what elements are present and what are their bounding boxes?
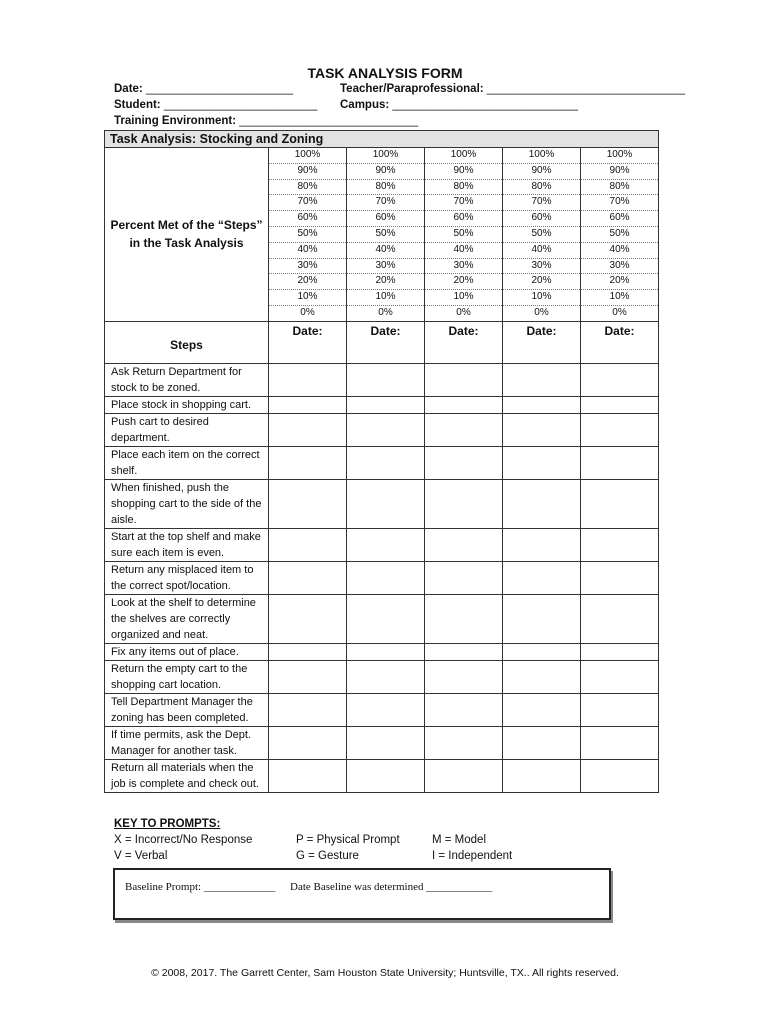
step-text: Return the empty cart to the shopping cart location.	[105, 660, 269, 693]
teacher-line: _______________________________	[486, 83, 686, 95]
percent-level[interactable]: 90%	[581, 164, 658, 180]
step-score-cell[interactable]	[503, 363, 581, 396]
date-column-heading-5[interactable]: Date:	[581, 321, 659, 363]
step-score-cell[interactable]	[425, 396, 503, 413]
percent-level[interactable]: 40%	[425, 243, 502, 259]
step-score-cell[interactable]	[425, 479, 503, 528]
step-text: Push cart to desired department.	[105, 413, 269, 446]
step-row	[105, 561, 659, 594]
key-incorrect: X = Incorrect/No Response	[114, 834, 253, 846]
step-score-cell[interactable]	[347, 660, 425, 693]
step-score-cell[interactable]	[269, 660, 347, 693]
step-score-cell[interactable]	[425, 528, 503, 561]
step-text: If time permits, ask the Dept. Manager for another task.	[105, 726, 269, 759]
campus-field[interactable]	[340, 99, 578, 111]
student-label: Student:	[114, 99, 161, 111]
step-score-cell[interactable]	[503, 413, 581, 446]
task-analysis-table	[104, 130, 659, 793]
step-row	[105, 528, 659, 561]
step-row	[105, 479, 659, 528]
percent-level[interactable]: 50%	[425, 227, 502, 243]
percent-level[interactable]: 60%	[425, 211, 502, 227]
training-label: Training Environment:	[114, 115, 237, 127]
percent-column-5	[581, 148, 659, 322]
step-row	[105, 726, 659, 759]
percent-level[interactable]: 60%	[581, 211, 658, 227]
baseline-date-field[interactable]: Date Baseline was determined ____________	[290, 881, 493, 893]
step-score-cell[interactable]	[425, 759, 503, 792]
percent-level[interactable]: 90%	[347, 164, 424, 180]
step-score-cell[interactable]	[269, 479, 347, 528]
percent-column-1	[269, 148, 347, 322]
step-score-cell[interactable]	[269, 446, 347, 479]
percent-level[interactable]: 30%	[581, 259, 658, 275]
step-text: Ask Return Department for stock to be zoned.	[105, 363, 269, 396]
step-text: Look at the shelf to determine the shelves are correctly organized and neat.	[105, 594, 269, 643]
percent-level[interactable]: 0%	[456, 306, 471, 318]
percent-level[interactable]: 30%	[347, 259, 424, 275]
step-score-cell[interactable]	[503, 660, 581, 693]
key-model: M = Model	[432, 834, 487, 846]
step-text: Fix any items out of place.	[105, 643, 269, 660]
key-verbal: V = Verbal	[114, 850, 168, 862]
key-physical-prompt: P = Physical Prompt	[296, 834, 400, 846]
step-score-cell[interactable]	[503, 643, 581, 660]
step-score-cell[interactable]	[503, 446, 581, 479]
step-score-cell[interactable]	[347, 479, 425, 528]
step-score-cell[interactable]	[425, 660, 503, 693]
percent-level[interactable]: 40%	[347, 243, 424, 259]
step-row	[105, 660, 659, 693]
step-score-cell[interactable]	[581, 561, 659, 594]
campus-label: Campus:	[340, 99, 390, 111]
percent-level[interactable]: 80%	[503, 180, 580, 196]
percent-level[interactable]: 50%	[347, 227, 424, 243]
training-environment-field[interactable]	[114, 115, 418, 127]
step-score-cell[interactable]	[503, 759, 581, 792]
baseline-prompt-field[interactable]: Baseline Prompt: _____________	[125, 881, 276, 893]
form-title: TASK ANALYSIS FORM	[307, 65, 463, 81]
percent-level[interactable]: 0%	[378, 306, 393, 318]
step-score-cell[interactable]	[347, 759, 425, 792]
percent-level[interactable]: 60%	[347, 211, 424, 227]
step-row	[105, 643, 659, 660]
step-score-cell[interactable]	[503, 693, 581, 726]
step-score-cell[interactable]	[347, 594, 425, 643]
step-score-cell[interactable]	[581, 413, 659, 446]
step-row	[105, 413, 659, 446]
step-score-cell[interactable]	[581, 643, 659, 660]
step-score-cell[interactable]	[425, 561, 503, 594]
step-score-cell[interactable]	[269, 561, 347, 594]
percent-level[interactable]: 70%	[425, 195, 502, 211]
date-column-heading-3[interactable]: Date:	[425, 321, 503, 363]
percent-level[interactable]: 50%	[581, 227, 658, 243]
step-score-cell[interactable]	[269, 396, 347, 413]
step-score-cell[interactable]	[269, 528, 347, 561]
percent-level[interactable]: 70%	[503, 195, 580, 211]
step-score-cell[interactable]	[581, 363, 659, 396]
percent-level[interactable]: 70%	[347, 195, 424, 211]
percent-level[interactable]: 100%	[503, 148, 580, 164]
step-score-cell[interactable]	[503, 396, 581, 413]
step-score-cell[interactable]	[425, 594, 503, 643]
step-text: Place stock in shopping cart.	[105, 396, 269, 413]
step-score-cell[interactable]	[581, 693, 659, 726]
step-score-cell[interactable]	[581, 594, 659, 643]
step-score-cell[interactable]	[503, 594, 581, 643]
step-score-cell[interactable]	[347, 693, 425, 726]
percent-level[interactable]: 60%	[269, 211, 346, 227]
percent-level[interactable]: 20%	[347, 274, 424, 290]
baseline-box	[113, 868, 611, 920]
percent-level[interactable]: 80%	[581, 180, 658, 196]
step-score-cell[interactable]	[581, 660, 659, 693]
percent-level[interactable]: 20%	[503, 274, 580, 290]
student-field[interactable]	[114, 99, 317, 111]
percent-level[interactable]: 90%	[269, 164, 346, 180]
percent-level[interactable]: 90%	[503, 164, 580, 180]
step-row	[105, 396, 659, 413]
step-score-cell[interactable]	[347, 363, 425, 396]
step-score-cell[interactable]	[581, 528, 659, 561]
step-score-cell[interactable]	[347, 561, 425, 594]
percent-level[interactable]: 10%	[425, 290, 502, 306]
step-score-cell[interactable]	[581, 446, 659, 479]
percent-level[interactable]: 100%	[581, 148, 658, 164]
percent-level[interactable]: 10%	[269, 290, 346, 306]
step-score-cell[interactable]	[269, 363, 347, 396]
percent-level[interactable]: 10%	[503, 290, 580, 306]
step-score-cell[interactable]	[503, 726, 581, 759]
percent-level[interactable]: 70%	[581, 195, 658, 211]
percent-level[interactable]: 50%	[503, 227, 580, 243]
step-score-cell[interactable]	[347, 643, 425, 660]
percent-level[interactable]: 100%	[347, 148, 424, 164]
step-text: Place each item on the correct shelf.	[105, 446, 269, 479]
percent-level[interactable]: 0%	[534, 306, 549, 318]
step-score-cell[interactable]	[347, 726, 425, 759]
percent-column-4	[503, 148, 581, 322]
training-line: ____________________________	[239, 115, 419, 127]
step-score-cell[interactable]	[347, 396, 425, 413]
step-score-cell[interactable]	[269, 726, 347, 759]
percent-level[interactable]: 10%	[347, 290, 424, 306]
step-score-cell[interactable]	[581, 759, 659, 792]
copyright-footer: © 2008, 2017. The Garrett Center, Sam Houston State University; Huntsville, TX.. All rights reserved.	[151, 967, 619, 979]
date-line: _______________________	[145, 83, 294, 95]
percent-level[interactable]: 40%	[581, 243, 658, 259]
percent-level[interactable]: 80%	[347, 180, 424, 196]
step-text: Return all materials when the job is complete and check out.	[105, 759, 269, 792]
step-score-cell[interactable]	[425, 643, 503, 660]
step-score-cell[interactable]	[581, 479, 659, 528]
date-column-heading-4[interactable]: Date:	[503, 321, 581, 363]
percent-level[interactable]: 60%	[503, 211, 580, 227]
step-text: When finished, push the shopping cart to the side of the aisle.	[105, 479, 269, 528]
percent-column-2	[347, 148, 425, 322]
percent-level[interactable]: 0%	[612, 306, 627, 318]
student-line: ________________________	[163, 99, 318, 111]
percent-level[interactable]: 10%	[581, 290, 658, 306]
percent-column-3	[425, 148, 503, 322]
date-column-heading-2[interactable]: Date:	[347, 321, 425, 363]
step-score-cell[interactable]	[347, 413, 425, 446]
percent-level[interactable]: 30%	[425, 259, 502, 275]
step-score-cell[interactable]	[269, 413, 347, 446]
step-score-cell[interactable]	[503, 528, 581, 561]
step-score-cell[interactable]	[425, 413, 503, 446]
step-score-cell[interactable]	[347, 528, 425, 561]
step-score-cell[interactable]	[581, 396, 659, 413]
step-score-cell[interactable]	[581, 726, 659, 759]
percent-level[interactable]: 80%	[425, 180, 502, 196]
step-text: Tell Department Manager the zoning has been completed.	[105, 693, 269, 726]
percent-level[interactable]: 20%	[269, 274, 346, 290]
date-label: Date:	[114, 83, 143, 95]
percent-level[interactable]: 20%	[581, 274, 658, 290]
percent-level[interactable]: 70%	[269, 195, 346, 211]
step-score-cell[interactable]	[269, 759, 347, 792]
key-gesture: G = Gesture	[296, 850, 359, 862]
teacher-field[interactable]	[340, 83, 685, 95]
step-text: Start at the top shelf and make sure each item is even.	[105, 528, 269, 561]
percent-level[interactable]: 0%	[300, 306, 315, 318]
step-score-cell[interactable]	[425, 693, 503, 726]
campus-line: _____________________________	[392, 99, 578, 111]
step-score-cell[interactable]	[425, 726, 503, 759]
percent-level[interactable]: 20%	[425, 274, 502, 290]
percent-level[interactable]: 100%	[425, 148, 502, 164]
percent-level[interactable]: 80%	[269, 180, 346, 196]
section-title: Task Analysis: Stocking and Zoning	[105, 131, 659, 148]
step-row	[105, 363, 659, 396]
step-score-cell[interactable]	[425, 363, 503, 396]
step-score-cell[interactable]	[347, 446, 425, 479]
percent-level[interactable]: 30%	[503, 259, 580, 275]
percent-level[interactable]: 50%	[269, 227, 346, 243]
teacher-label: Teacher/Paraprofessional:	[340, 83, 484, 95]
percent-level[interactable]: 40%	[503, 243, 580, 259]
percent-level[interactable]: 100%	[269, 148, 346, 164]
date-column-heading-1[interactable]: Date:	[269, 321, 347, 363]
step-score-cell[interactable]	[503, 479, 581, 528]
step-score-cell[interactable]	[269, 594, 347, 643]
steps-heading: Steps	[105, 321, 269, 363]
step-row	[105, 446, 659, 479]
percent-level[interactable]: 30%	[269, 259, 346, 275]
step-row	[105, 759, 659, 792]
step-score-cell[interactable]	[269, 693, 347, 726]
step-score-cell[interactable]	[503, 561, 581, 594]
date-field[interactable]	[114, 83, 293, 95]
percent-level[interactable]: 90%	[425, 164, 502, 180]
step-score-cell[interactable]	[425, 446, 503, 479]
key-title: KEY TO PROMPTS:	[114, 818, 221, 830]
percent-level[interactable]: 40%	[269, 243, 346, 259]
step-row	[105, 594, 659, 643]
percent-met-label: Percent Met of the “Steps” in the Task Analysis	[105, 148, 269, 322]
step-score-cell[interactable]	[269, 643, 347, 660]
key-independent: I = Independent	[432, 850, 513, 862]
step-row	[105, 693, 659, 726]
step-text: Return any misplaced item to the correct spot/location.	[105, 561, 269, 594]
